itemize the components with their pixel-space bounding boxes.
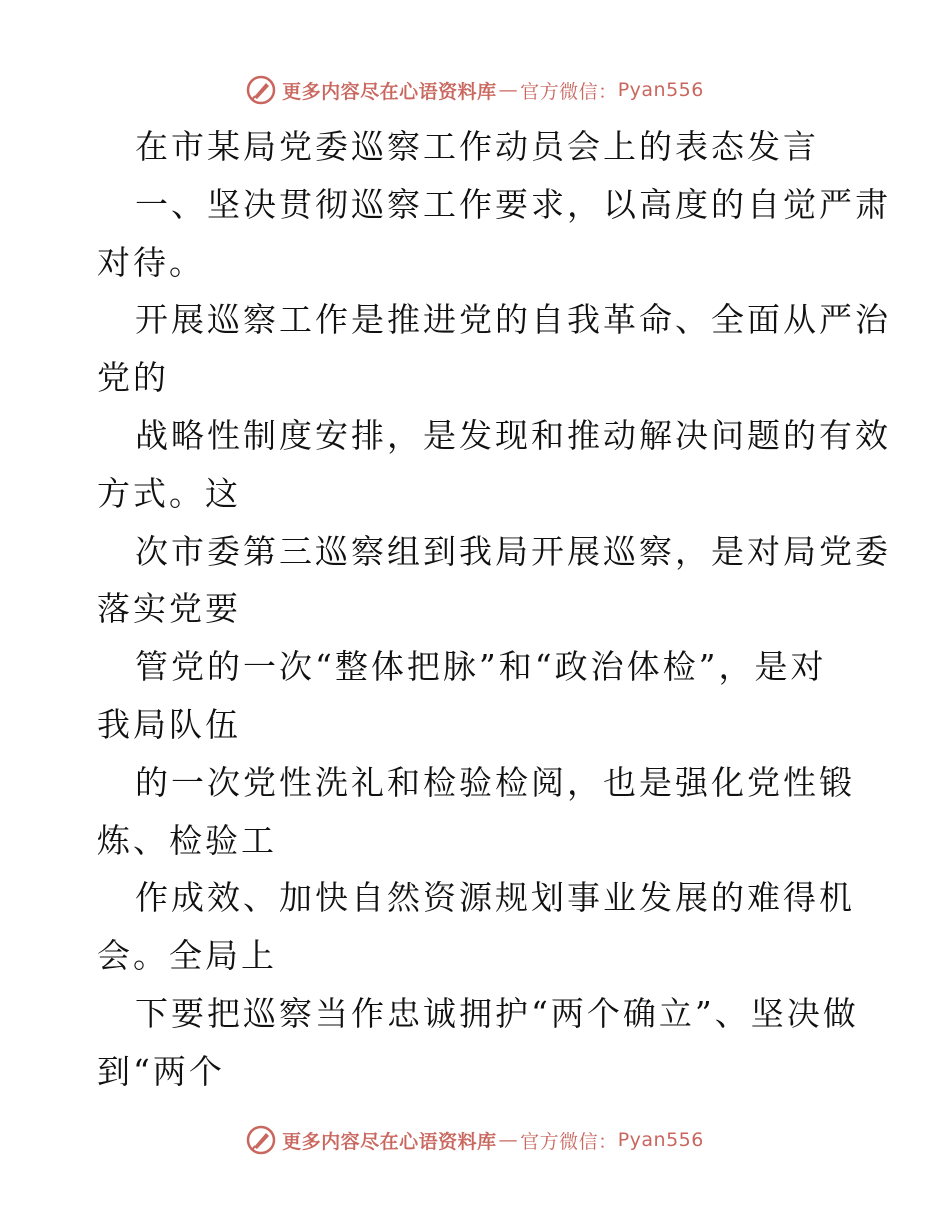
banner-separator: — <box>498 79 519 101</box>
watermark-banner-bottom <box>0 1120 950 1160</box>
quill-logo-icon <box>246 1125 276 1155</box>
text-line: 一、坚决贯彻巡察工作要求，以高度的自觉严肃 <box>135 184 891 224</box>
banner-wechat-label: 官方微信： <box>520 80 618 103</box>
watermark-banner-top <box>0 70 950 110</box>
text-line: 落实党要 <box>97 589 241 629</box>
text-line: 炼、检验工 <box>97 820 277 860</box>
text-line: 管党的一次“整体把脉”和“政治体检”，是对 <box>135 647 827 687</box>
text-line: 开展巡察工作是推进党的自我革命、全面从严治 <box>135 300 891 340</box>
banner-brand: 更多内容尽在心语资料库 <box>282 1130 497 1153</box>
quill-logo-icon <box>246 75 276 105</box>
banner-wechat-id: Pyan556 <box>617 1129 704 1151</box>
banner-wechat-label: 官方微信： <box>520 1130 618 1153</box>
banner-wechat-id: Pyan556 <box>617 79 704 101</box>
text-line: 作成效、加快自然资源规划事业发展的难得机 <box>135 878 855 918</box>
banner-separator: — <box>498 1129 519 1151</box>
text-line: 次市委第三巡察组到我局开展巡察，是对局党委 <box>135 531 891 571</box>
text-line: 下要把巡察当作忠诚拥护“两个确立”、坚决做 <box>135 993 859 1033</box>
text-line: 方式。这 <box>97 473 241 513</box>
text-line: 在市某局党委巡察工作动员会上的表态发言 <box>135 127 819 166</box>
text-line: 党的 <box>97 358 169 398</box>
banner-brand: 更多内容尽在心语资料库 <box>282 80 497 103</box>
document-body <box>97 118 891 1101</box>
text-line: 的一次党性洗礼和检验检阅，也是强化党性锻 <box>135 762 855 802</box>
text-line: 对待。 <box>97 242 205 282</box>
text-line: 到“两个 <box>97 1051 225 1091</box>
text-line: 战略性制度安排，是发现和推动解决问题的有效 <box>135 415 891 455</box>
text-line: 会。全局上 <box>97 936 277 976</box>
text-line: 我局队伍 <box>97 704 241 744</box>
